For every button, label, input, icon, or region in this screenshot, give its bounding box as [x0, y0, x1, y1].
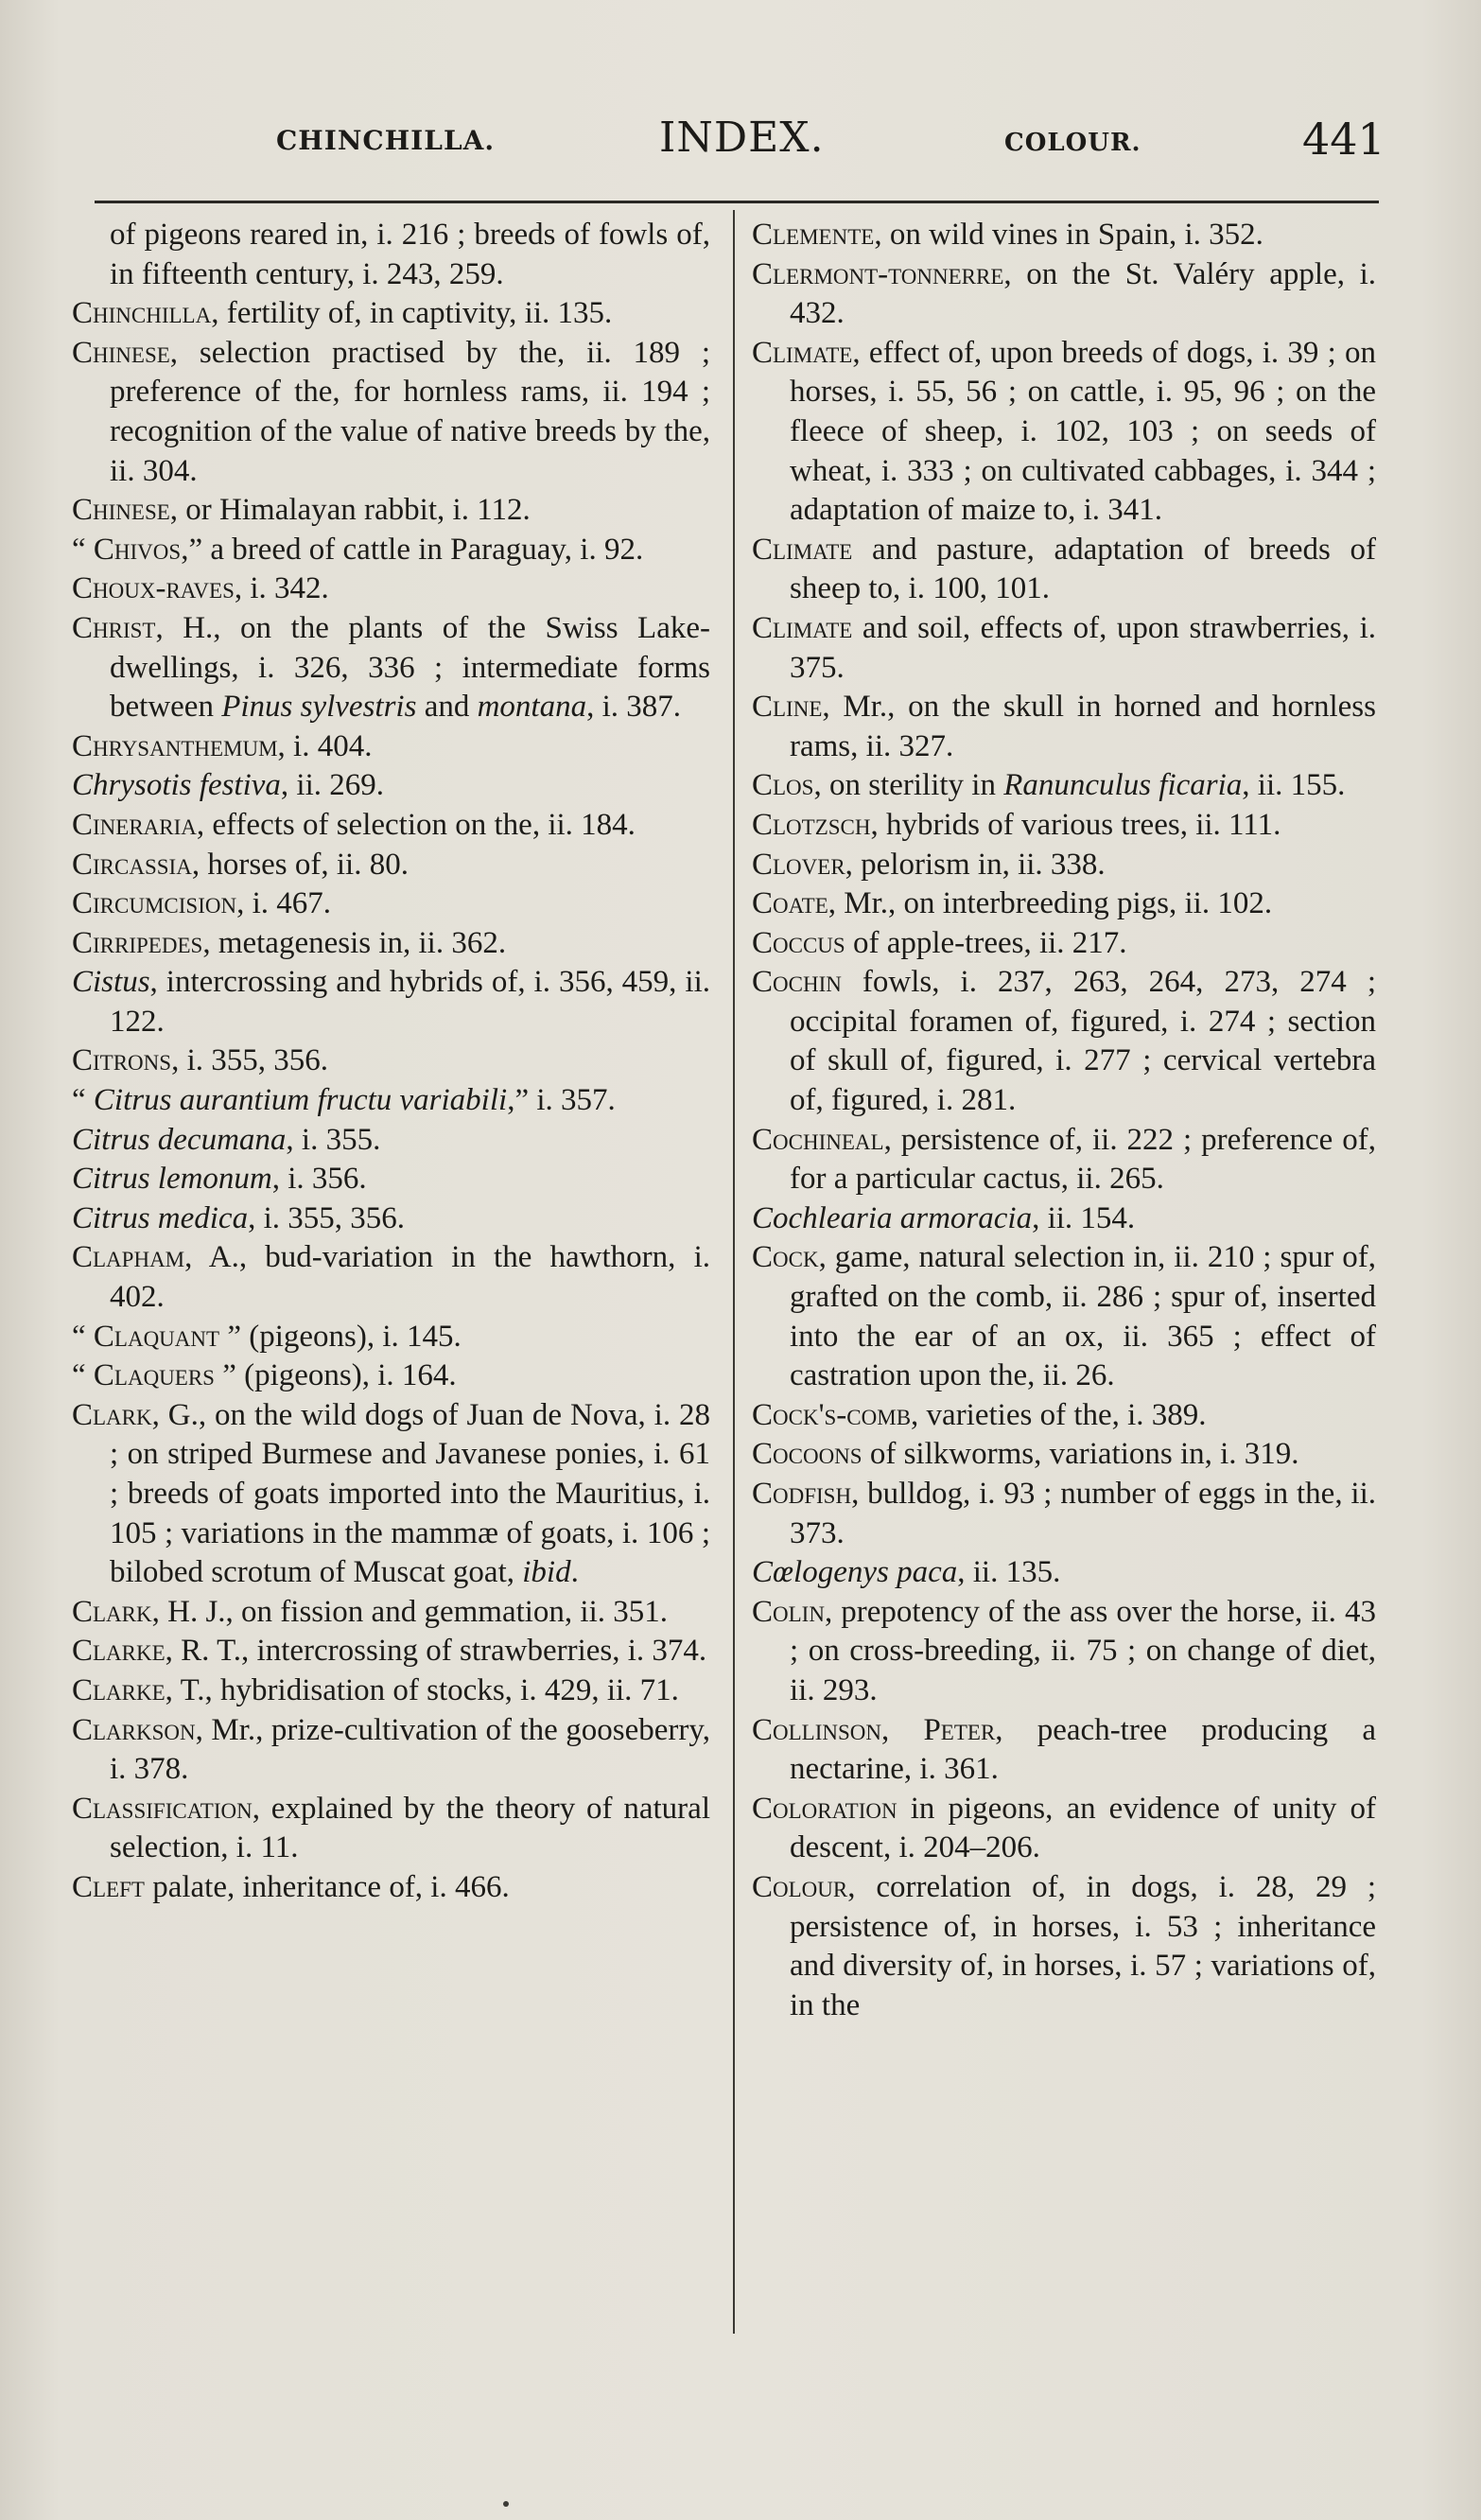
index-entry: [752, 255, 1376, 334]
entry-headword: Clermont-tonnerre: [752, 256, 1004, 291]
entry-text: of pigeons reared in, i. 216 ; breeds of fowls of, in fifteenth century, i. 243, 259.: [110, 218, 710, 291]
entry-text: and soil, effects of, upon strawberries, i. 375.: [790, 610, 1376, 685]
running-head: [0, 114, 1481, 180]
index-entry: [752, 1121, 1376, 1199]
entry-text: , ii. 269.: [280, 768, 385, 803]
entry-text: , Mr., on the skull in horned and hornless rams, ii. 327.: [790, 690, 1376, 763]
entry-italic: Cochlearia armoracia: [752, 1200, 1033, 1235]
index-entry: [72, 846, 710, 885]
index-entry: [72, 569, 710, 609]
entry-text: ,” i. 357.: [507, 1083, 616, 1118]
index-entry: [752, 1475, 1376, 1553]
index-entry: [72, 924, 710, 964]
index-entry: [72, 1790, 710, 1868]
index-entry: [72, 1041, 710, 1081]
entry-text: “: [72, 1358, 94, 1393]
index-entry: [752, 1199, 1376, 1239]
index-entry: [752, 688, 1376, 766]
index-entry: [72, 1238, 710, 1317]
entry-text: , or Himalayan rabbit, i. 112.: [169, 493, 531, 528]
index-entry: [72, 294, 710, 334]
entry-text: , Mr., on interbreeding pigs, ii. 102.: [828, 886, 1273, 921]
index-entry: [752, 1868, 1376, 2025]
entry-text: .: [570, 1555, 579, 1590]
entry-headword: Circassia: [72, 847, 192, 882]
entry-text: , R. T., intercrossing of strawberries, i. 374.: [165, 1634, 707, 1669]
entry-text: , i. 387.: [586, 690, 682, 725]
entry-text: , i. 355, 356.: [171, 1043, 328, 1078]
entry-headword: Colin: [752, 1594, 825, 1629]
index-entry: [72, 1121, 710, 1161]
entry-italic: Citrus aurantium fructu variabili: [93, 1083, 508, 1118]
index-entry: [72, 806, 710, 846]
entry-text: , ii. 135.: [957, 1555, 1061, 1590]
entry-headword: Colour: [752, 1869, 848, 1904]
entry-headword: Clarke: [72, 1634, 166, 1669]
entry-text: , i. 355, 356.: [248, 1200, 405, 1235]
index-entry: [72, 334, 710, 491]
entry-headword: Cineraria: [72, 807, 197, 842]
entry-italic: Citrus decumana: [72, 1122, 287, 1157]
entry-text: , A., bud-variation in the hawthorn, i. 402.: [110, 1240, 710, 1315]
entry-headword: Cocoons: [752, 1437, 862, 1472]
entry-headword: Clapham: [72, 1240, 185, 1275]
entry-headword: Christ: [72, 610, 156, 645]
entry-text: , effect of, upon breeds of dogs, i. 39 ; on horses, i. 55, 56 ; on cattle, i. 95, 96 ; on the fleece of sheep, i. 102, 103 ; on seeds of wheat, i. 333 ; on cultivated cabbages, i. 344 ; adaptation of maize to, i. 341.: [790, 335, 1376, 528]
entry-headword: Climate: [752, 610, 853, 645]
entry-text: , correlation of, in dogs, i. 28, 29 ; persistence of, in horses, i. 53 ; inheritance and diversity of, in horses, i. 57 ; variations of, in the: [790, 1869, 1376, 2022]
index-entry: [752, 531, 1376, 609]
entry-italic: ibid: [522, 1555, 571, 1590]
running-head-title: INDEX.: [659, 114, 825, 162]
index-entry: [752, 1238, 1376, 1395]
entry-text: , peach-tree producing a nectarine, i. 361.: [790, 1712, 1376, 1787]
index-entry: [752, 846, 1376, 885]
ink-speck: [503, 2501, 509, 2507]
column-divider: [733, 210, 735, 2334]
entry-headword: Chinese: [72, 493, 170, 528]
entry-italic: Citrus medica: [72, 1200, 249, 1235]
entry-headword: Codfish: [752, 1477, 852, 1511]
entry-text: palate, inheritance of, i. 466.: [144, 1869, 510, 1904]
entry-text: , H., on the plants of the Swiss Lake-dwellings, i. 326, 336 ; intermediate forms between: [110, 610, 710, 725]
index-entry: [72, 1632, 710, 1671]
index-entry: [752, 1711, 1376, 1790]
index-entry: [752, 884, 1376, 924]
entry-text: , Mr., prize-cultivation of the gooseberry, i. 378.: [110, 1712, 710, 1787]
entry-headword: Clark: [72, 1397, 152, 1432]
entry-text: , metagenesis in, ii. 362.: [202, 925, 507, 960]
entry-italic: Ranunculus ficaria: [1003, 768, 1243, 803]
index-entry: [72, 963, 710, 1041]
entry-text: , ii. 154.: [1032, 1200, 1136, 1235]
entry-italic: Chrysotis festiva: [72, 768, 281, 803]
entry-text: , effects of selection on the, ii. 184.: [196, 807, 636, 842]
entry-text: , bulldog, i. 93 ; number of eggs in the, ii. 373.: [790, 1477, 1376, 1550]
entry-text: “: [72, 1319, 94, 1354]
entry-headword: Clarke: [72, 1672, 166, 1707]
index-entry: [752, 963, 1376, 1120]
entry-text: , pelorism in, ii. 338.: [845, 847, 1106, 882]
entry-text: ,” a breed of cattle in Paraguay, i. 92.: [181, 532, 644, 567]
entry-text: , i. 342.: [234, 571, 329, 606]
entry-text: of apple-trees, ii. 217.: [845, 925, 1127, 960]
index-entry: [72, 884, 710, 924]
entry-text: , i. 355.: [286, 1122, 381, 1157]
entry-headword: Cochineal: [752, 1122, 884, 1157]
entry-text: , T., hybridisation of stocks, i. 429, ii. 71.: [165, 1672, 679, 1707]
index-entry: [72, 1711, 710, 1790]
entry-text: , hybrids of various trees, ii. 111.: [870, 807, 1281, 842]
entry-text: , ii. 155.: [1242, 768, 1346, 803]
index-entry: [72, 766, 710, 806]
entry-italic: Citrus lemonum: [72, 1162, 272, 1197]
entry-headword: Claquant: [93, 1319, 220, 1354]
entry-text: , game, natural selection in, ii. 210 ; spur of, grafted on the comb, ii. 286 ; spur of, inserted into the ear of an ox, ii. 365 ; effect of castration upon the, ii. 26.: [790, 1240, 1376, 1393]
entry-headword: Coloration: [752, 1791, 897, 1826]
index-entry: [752, 216, 1376, 255]
index-entry: [72, 491, 710, 531]
entry-headword: Coate: [752, 886, 828, 921]
entry-text: and pasture, adaptation of breeds of sheep to, i. 100, 101.: [790, 532, 1376, 606]
entry-text: of silkworms, variations in, i. 319.: [862, 1437, 1299, 1472]
index-entry: [72, 216, 710, 294]
entry-text: , intercrossing and hybrids of, i. 356, 459, ii. 122.: [110, 965, 710, 1039]
index-column-right: [752, 216, 1376, 2025]
entry-text: , persistence of, ii. 222 ; preference of, for a particular cactus, ii. 265.: [790, 1122, 1376, 1197]
index-entry: [752, 1396, 1376, 1436]
entry-headword: Cock's-comb: [752, 1397, 912, 1432]
entry-text: , horses of, ii. 80.: [191, 847, 409, 882]
index-entry: [752, 1790, 1376, 1868]
entry-text: “: [72, 1083, 94, 1118]
entry-text: , on wild vines in Spain, i. 352.: [874, 218, 1263, 252]
entry-headword: Climate: [752, 335, 853, 370]
index-entry: [72, 1671, 710, 1711]
index-entry: [72, 1160, 710, 1199]
index-entry: [72, 1081, 710, 1121]
entry-text: fowls, i. 237, 263, 264, 273, 274 ; occipital foramen of, figured, i. 274 ; section of skull of, figured, i. 277 ; cervical vertebra of, figured, i. 281.: [790, 965, 1376, 1118]
entry-text: , i. 467.: [236, 886, 332, 921]
index-entry: [752, 334, 1376, 531]
index-entry: [72, 1199, 710, 1239]
entry-headword: Coccus: [752, 925, 845, 960]
entry-headword: Cock: [752, 1240, 819, 1275]
entry-headword: Chrysanthemum: [72, 728, 278, 763]
entry-italic: Cœlogenys paca: [752, 1555, 958, 1590]
entry-text: , prepotency of the ass over the horse, ii. 43 ; on cross-breeding, ii. 75 ; on change of diet, ii. 293.: [790, 1594, 1376, 1707]
index-entry: [72, 1318, 710, 1357]
entry-text: , i. 356.: [271, 1162, 367, 1197]
entry-headword: Citrons: [72, 1043, 172, 1078]
entry-text: “: [72, 532, 94, 567]
index-entry: [72, 1356, 710, 1396]
entry-headword: Choux-raves: [72, 571, 235, 606]
entry-text: , G., on the wild dogs of Juan de Nova, i. 28 ; on striped Burmese and Javanese ponies, i. 61 ; breeds of goats imported into the Mauritius, i. 105 ; variations in the mammæ of goats, i. 106 ; bilobed scrotum of Muscat goat,: [110, 1397, 710, 1590]
index-entry: [752, 766, 1376, 806]
index-entry: [72, 1868, 710, 1908]
entry-text: ” (pigeons), i. 164.: [214, 1358, 457, 1393]
entry-headword: Cirripedes: [72, 925, 203, 960]
index-entry: [752, 924, 1376, 964]
entry-headword: Chinese: [72, 335, 170, 370]
entry-italic: montana: [477, 690, 587, 725]
index-entry: [72, 1396, 710, 1593]
entry-text: , on the St. Valéry apple, i. 432.: [790, 256, 1376, 331]
index-entry: [752, 1553, 1376, 1593]
index-entry: [752, 806, 1376, 846]
entry-headword: Cline: [752, 690, 823, 725]
entry-headword: Chivos: [93, 532, 182, 567]
entry-text: ” (pigeons), i. 145.: [219, 1319, 462, 1354]
index-entry: [752, 1593, 1376, 1711]
index-entry: [72, 727, 710, 767]
entry-text: in pigeons, an evidence of unity of descent, i. 204–206.: [790, 1791, 1376, 1865]
entry-headword: Clemente: [752, 218, 875, 252]
entry-text: and: [416, 690, 478, 725]
entry-text: , varieties of the, i. 389.: [911, 1397, 1207, 1432]
page-number: 441: [1302, 114, 1385, 165]
entry-headword: Clark: [72, 1594, 152, 1629]
running-head-right: COLOUR.: [1004, 129, 1141, 157]
entry-headword: Chinchilla: [72, 296, 212, 331]
entry-text: , selection practised by the, ii. 189 ; preference of the, for hornless rams, ii. 194 ; recognition of the value of native breeds by the, ii. 304.: [110, 335, 710, 488]
running-head-left: CHINCHILLA.: [276, 125, 496, 156]
entry-italic: Pinus sylvestris: [221, 690, 417, 725]
entry-headword: Classification: [72, 1791, 253, 1826]
entry-headword: Claquers: [93, 1358, 215, 1393]
index-entry: [752, 609, 1376, 688]
entry-text: , H. J., on fission and gemmation, ii. 351.: [151, 1594, 669, 1629]
index-entry: [72, 609, 710, 727]
index-entry: [72, 1593, 710, 1633]
entry-headword: Climate: [752, 532, 853, 567]
entry-headword: Clover: [752, 847, 845, 882]
index-entry: [752, 1435, 1376, 1475]
entry-headword: Clotzsch: [752, 807, 871, 842]
entry-headword: Clarkson: [72, 1712, 196, 1747]
index-entry: [72, 531, 710, 570]
entry-italic: Cistus: [72, 965, 150, 1000]
entry-headword: Collinson, Peter: [752, 1712, 996, 1747]
entry-text: , explained by the theory of natural selection, i. 11.: [110, 1791, 710, 1865]
index-column-left: [72, 216, 710, 1908]
entry-text: , i. 404.: [277, 728, 373, 763]
entry-headword: Clos: [752, 768, 814, 803]
entry-text: , fertility of, in captivity, ii. 135.: [211, 296, 613, 331]
entry-text: , on sterility in: [813, 768, 1004, 803]
header-rule: [95, 201, 1379, 203]
entry-headword: Cleft: [72, 1869, 145, 1904]
entry-headword: Cochin: [752, 965, 842, 1000]
entry-headword: Circumcision: [72, 886, 237, 921]
